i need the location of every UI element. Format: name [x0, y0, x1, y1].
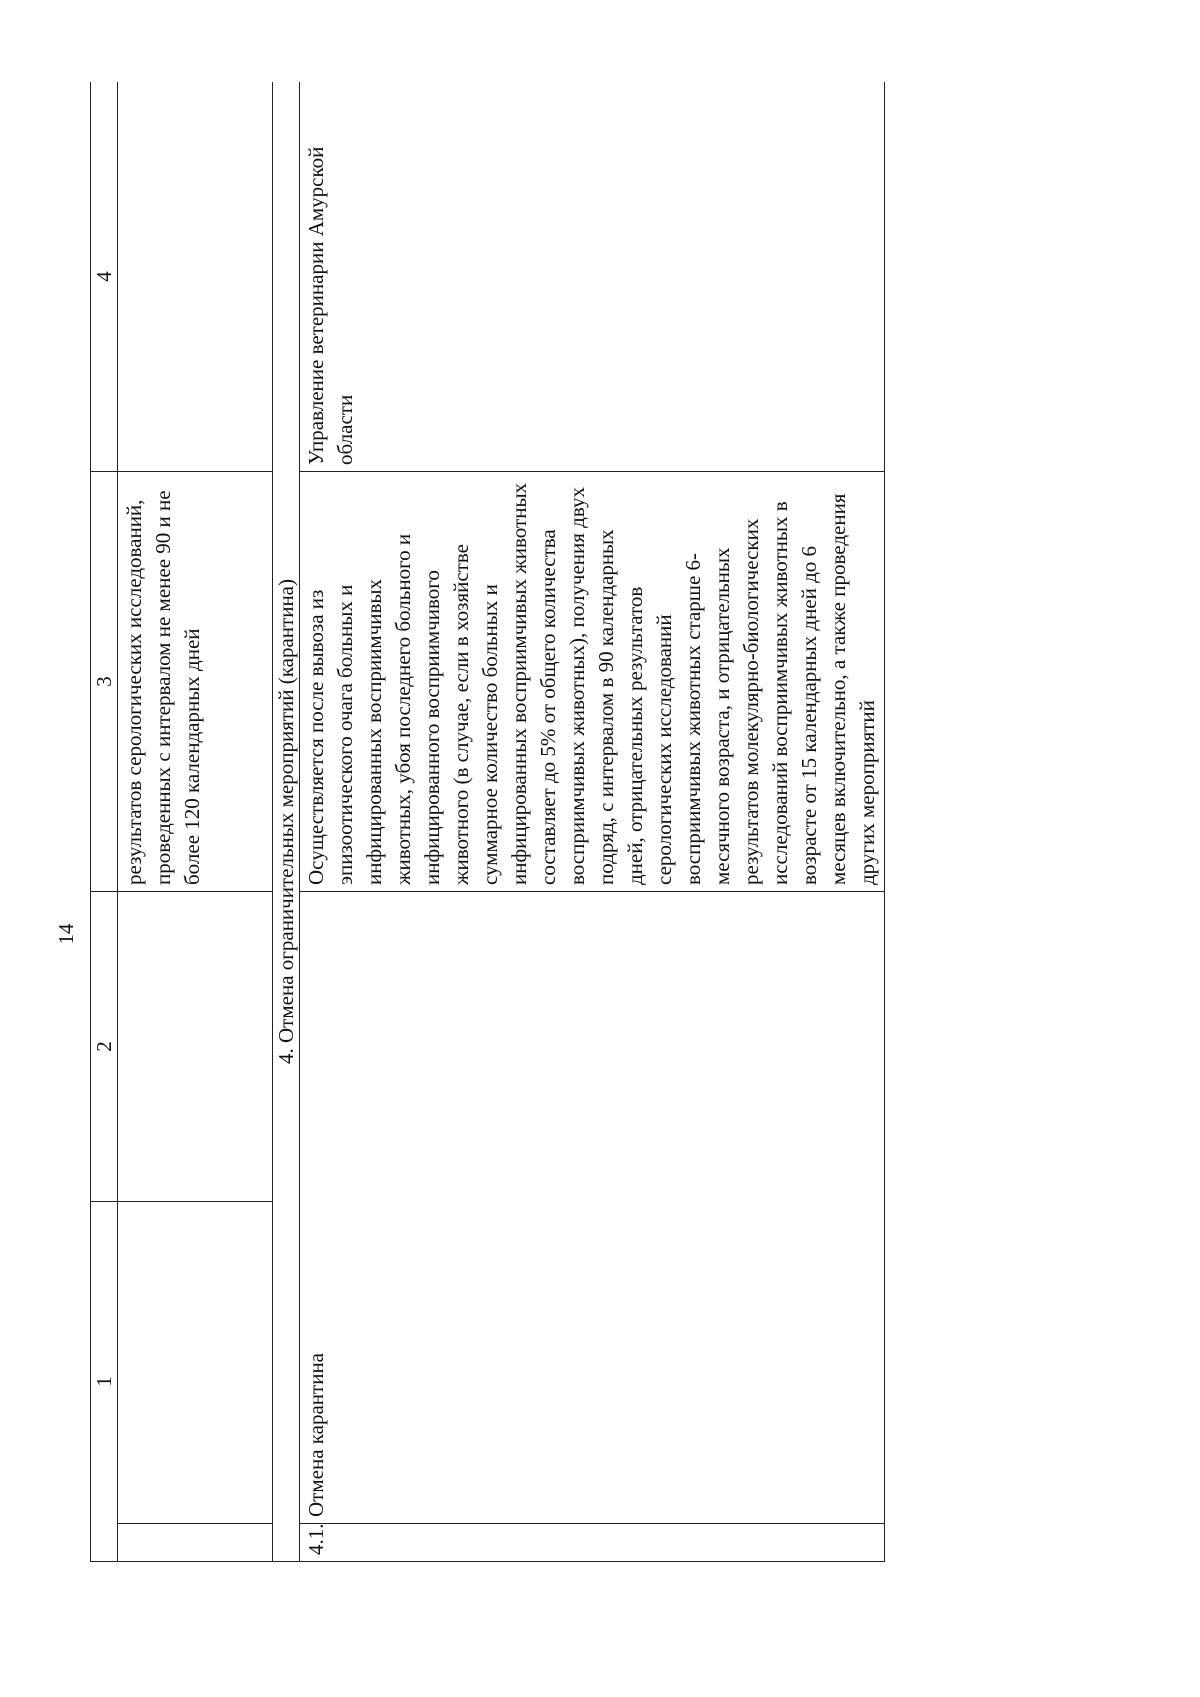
page-number: 14: [54, 923, 78, 945]
continuation-cell-condition: [118, 892, 273, 1202]
continuation-cell-condition-text: результатов серологических исследований, проведенных с интервалом не менее 90 и не более 120 календарных дней: [118, 472, 273, 892]
row-responsible: Управление ветеринарии Амурской области: [300, 82, 885, 472]
continuation-row: [118, 82, 273, 1562]
header-col-4: 4: [91, 82, 118, 472]
measures-table: [90, 82, 885, 1562]
header-col-2: 2: [91, 892, 118, 1202]
continuation-cell-name: [118, 1202, 273, 1524]
section-title: 4. Отмена ограничительных мероприятий (карантина): [273, 82, 300, 1562]
header-row: [91, 82, 118, 1562]
section-row: [273, 82, 300, 1562]
header-col-1: 1: [91, 1202, 118, 1562]
header-col-3: 3: [91, 472, 118, 892]
continuation-cell-number: [118, 1524, 273, 1562]
document-table-rotated: [90, 82, 1030, 1562]
document-table-container: [90, 82, 1030, 1562]
row-number: 4.1.: [300, 1524, 885, 1562]
continuation-cell-responsible: [118, 82, 273, 472]
row-name: Отмена карантина: [300, 892, 885, 1524]
row-condition: Осуществляется после вывоза из эпизоотического очага больных и инфицированных восприимчивых животных, убоя последнего больного и инфицированного восприимчивого животного (в случае, если в хозяйстве суммарное количество больных и инфицированных восприимчивых животных составляет до 5% от общего количества восприимчивых животных), получения двух подряд, с интервалом в 90 календарных дней, отрицательных результатов серологических исследований восприимчивых животных старше 6-месячного возраста, и отрицательных результатов молекулярно-биологических исследований восприимчивых животных в возрасте от 15 календарных дней до 6 месяцев включительно, а также проведения других мероприятий: [300, 472, 885, 892]
table-row: [300, 82, 885, 1562]
